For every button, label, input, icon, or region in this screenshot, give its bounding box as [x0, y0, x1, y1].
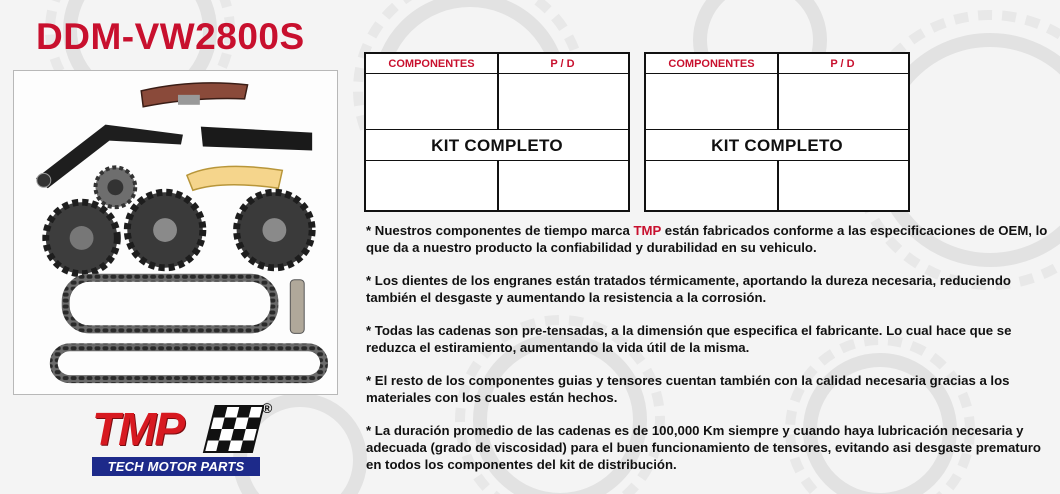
- note-chains: * Todas las cadenas son pre-tensadas, a la dimensión que especifica el fabricante. Lo cual hace que se reduzca el estiramiento, aumentando la vida útil de la misma.: [366, 323, 1012, 355]
- table-divider: [497, 161, 499, 212]
- header-componentes: COMPONENTES: [388, 58, 475, 70]
- note-duration: * La duración promedio de las cadenas es de 100,000 Km siempre y cuando haya lubricación necesaria y adecuada (grado de viscosidad) para el buen funcionamiento de tensores, evitando asi desgaste prematuro en todos los componentes del kit de distribución.: [366, 423, 1041, 472]
- components-table-1: [364, 52, 630, 212]
- kit-completo-label: KIT COMPLETO: [431, 136, 563, 155]
- checkered-flag-icon: [202, 404, 264, 454]
- header-pd: P / D: [550, 58, 575, 70]
- header-componentes: COMPONENTES: [668, 58, 755, 70]
- note-text: * Nuestros componentes de tiempo marca: [366, 223, 634, 238]
- registered-mark: ®: [262, 400, 273, 416]
- table-divider: [777, 54, 779, 129]
- kit-completo-row: [366, 129, 628, 161]
- note-gears: * Los dientes de los engranes están tratados térmicamente, aportando la dureza necesaria, reduciendo también el desgaste y aumentando la resistencia a la corrosión.: [366, 273, 1011, 305]
- logo-tagline: TECH MOTOR PARTS: [92, 457, 260, 476]
- product-notes: [366, 222, 1056, 489]
- table-divider: [497, 54, 499, 129]
- timing-kit-illustration: [14, 71, 337, 394]
- product-photo: [13, 70, 338, 395]
- header-pd: P / D: [830, 58, 855, 70]
- table-divider: [777, 161, 779, 212]
- kit-completo-label: KIT COMPLETO: [711, 136, 843, 155]
- brand-name: TMP: [633, 223, 662, 238]
- note-text: están fabricados conforme a las especificaciones de OEM, lo que da a nuestro producto la confiabilidad y durabilidad en su vehiculo.: [366, 223, 1048, 255]
- components-table-2: [644, 52, 910, 212]
- kit-completo-row: [646, 129, 908, 161]
- logo-brand-text: TMP: [92, 403, 184, 455]
- note-oem: [366, 222, 1056, 256]
- note-guides: * El resto de los componentes guias y tensores cuentan también con la calidad necesaria gracias a los materiales con los cuales están hechos.: [366, 373, 1010, 405]
- tmp-logo: [92, 400, 282, 480]
- product-code-title: DDM-VW2800S: [36, 16, 305, 57]
